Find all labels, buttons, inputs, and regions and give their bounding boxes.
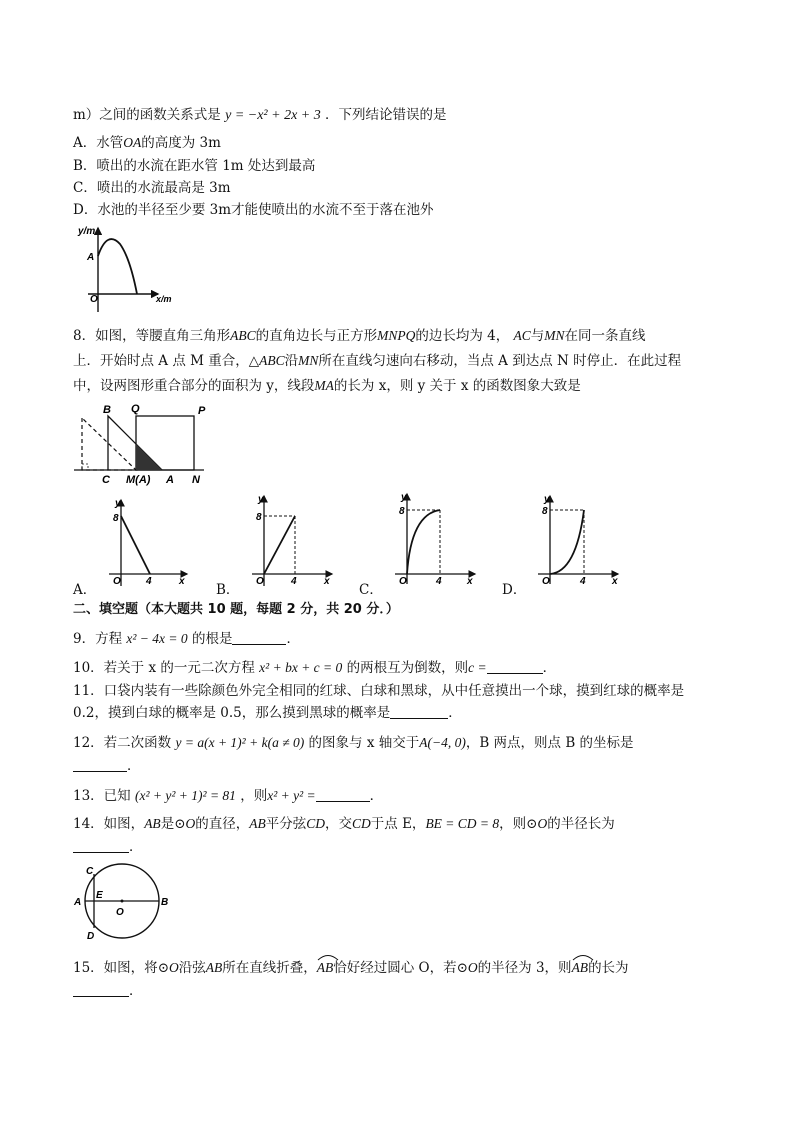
- q15-answer-line: ．: [73, 982, 143, 1000]
- q8-option-a-graph[interactable]: [105, 494, 195, 590]
- q8-stem-line2: 上．开始时点 A 点 M 重合，△ABC沿MN所在直线匀速向右移动，当点 A 到达点 N 时停止．在此过程: [73, 353, 682, 369]
- q8-label-p: P: [198, 405, 206, 417]
- q8c-x: x: [467, 576, 473, 587]
- q8-label-n: N: [192, 474, 200, 486]
- q9-answer-blank[interactable]: [232, 632, 286, 645]
- q8d-o: O: [542, 576, 550, 587]
- q8c-y: y: [401, 492, 407, 503]
- q9: 9．方程 x² − 4x = 0 的根是 ．: [73, 631, 300, 647]
- q7-origin: O: [90, 294, 98, 305]
- q8b-xmax: 4: [291, 576, 297, 587]
- q8a-ymax: 8: [113, 513, 119, 524]
- q8d-y: y: [544, 494, 550, 505]
- q13-answer-blank[interactable]: [316, 789, 370, 802]
- q8d-x: x: [612, 576, 618, 587]
- q8c-o: O: [399, 576, 407, 587]
- q7-option-c: C．喷出的水流最高是 3m: [73, 180, 231, 196]
- q8a-y: y: [115, 498, 121, 509]
- q14-label-a: A: [74, 897, 82, 908]
- q8b-x: x: [324, 576, 330, 587]
- q8-label-a: A: [166, 474, 174, 486]
- q8-option-d-graph[interactable]: [534, 490, 624, 588]
- q11-answer-blank[interactable]: [390, 706, 448, 719]
- q14-label-d: D: [87, 931, 95, 942]
- q8-label-b: B: [103, 404, 111, 416]
- q8-option-c-label[interactable]: C．: [359, 582, 383, 598]
- q14-circle-figure: [72, 862, 182, 942]
- q15-answer-blank[interactable]: [73, 984, 129, 997]
- q12-answer-line: ．: [73, 757, 141, 775]
- q14-answer-line: ．: [73, 838, 143, 856]
- q14-label-e: E: [96, 890, 103, 901]
- q10-answer-blank[interactable]: [487, 661, 543, 674]
- q8-stem-line1: 8．如图，等腰直角三角形ABC的直角边长与正方形MNPQ的边长均为 4， AC与MN在同一条直线: [73, 328, 646, 344]
- q8-label-c: C: [102, 474, 110, 486]
- q10: 10．若关于 x 的一元二次方程 x² + bx + c = 0 的两根互为倒数，则c = ．: [73, 660, 557, 676]
- q8-option-d-label[interactable]: D．: [502, 582, 527, 598]
- q12: 12．若二次函数 y = a(x + 1)² + k(a ≠ 0) 的图象与 x 轴交于A(−4, 0)，B 两点，则点 B 的坐标是: [73, 735, 634, 751]
- q9-equation: x² − 4x = 0: [126, 631, 188, 646]
- q8-label-ma: M(A): [126, 474, 151, 486]
- q8b-o: O: [256, 576, 264, 587]
- q8-label-q: Q: [131, 403, 140, 415]
- q7-option-a: A．水管OA的高度为 3m: [73, 135, 221, 151]
- q11-line2: 0.2，摸到白球的概率是 0.5，那么摸到黑球的概率是 ．: [73, 705, 462, 721]
- q7-parabola-graph: [78, 222, 178, 314]
- q8c-xmax: 4: [436, 576, 442, 587]
- q8b-y: y: [258, 494, 264, 505]
- q12-answer-blank[interactable]: [73, 759, 127, 772]
- q14-answer-blank[interactable]: [73, 840, 129, 853]
- section-heading: 二、填空题（本大题共 10 题，每题 2 分，共 20 分．）: [73, 602, 399, 617]
- q8-figure: [74, 398, 214, 486]
- q8a-xmax: 4: [146, 576, 152, 587]
- q7-stem: m）之间的函数关系式是 y = −x² + 2x + 3 ．下列结论错误的是: [73, 107, 447, 123]
- q14-label-c: C: [86, 866, 94, 877]
- q7-option-b: B．喷出的水流在距水管 1m 处达到最高: [73, 158, 316, 174]
- q8a-o: O: [113, 576, 121, 587]
- q8-option-a-label[interactable]: A．: [73, 582, 97, 598]
- q8-option-b-graph[interactable]: [248, 490, 338, 590]
- q13-equation: (x² + y² + 1)² = 81: [134, 788, 236, 803]
- q7-x-label: x/m: [156, 294, 172, 304]
- q8-option-c-graph[interactable]: [391, 488, 481, 588]
- q13: 13．已知 (x² + y² + 1)² = 81 ，则x² + y² = ．: [73, 788, 384, 804]
- q8b-ymax: 8: [256, 512, 262, 523]
- q11-line1: 11．口袋内装有一些除颜色外完全相同的红球、白球和黑球，从中任意摸出一个球，摸到红球的概率是: [73, 683, 685, 699]
- q14-label-o: O: [116, 907, 124, 918]
- q12-equation: y = a(x + 1)² + k(a ≠ 0): [175, 735, 305, 750]
- q8c-ymax: 8: [399, 506, 405, 517]
- q14-label-b: B: [161, 897, 169, 908]
- q8-stem-line3: 中，设两图形重合部分的面积为 y，线段MA的长为 x，则 y 关于 x 的函数图象大致是: [73, 378, 581, 394]
- q15: 15．如图，将⊙O沿弦AB所在直线折叠，AB 恰好经过圆心 O，若⊙O的半径为 3，则AB 的长为: [73, 959, 629, 977]
- q8a-x: x: [179, 576, 185, 587]
- q8d-ymax: 8: [542, 506, 548, 517]
- q7-formula: y = −x² + 2x + 3: [225, 108, 321, 123]
- q8d-xmax: 4: [580, 576, 586, 587]
- q10-equation: x² + bx + c = 0: [259, 660, 343, 675]
- q14: 14．如图，AB是⊙O的直径，AB平分弦CD，交CD于点 E，BE = CD = 8，则⊙O的半径长为: [73, 816, 615, 832]
- q7-option-d: D．水池的半径至少要 3m才能使喷出的水流不至于落在池外: [73, 202, 434, 218]
- q7-y-label: y/m: [78, 226, 96, 237]
- q8-option-b-label[interactable]: B．: [216, 582, 240, 598]
- q7-point-a: A: [87, 252, 95, 263]
